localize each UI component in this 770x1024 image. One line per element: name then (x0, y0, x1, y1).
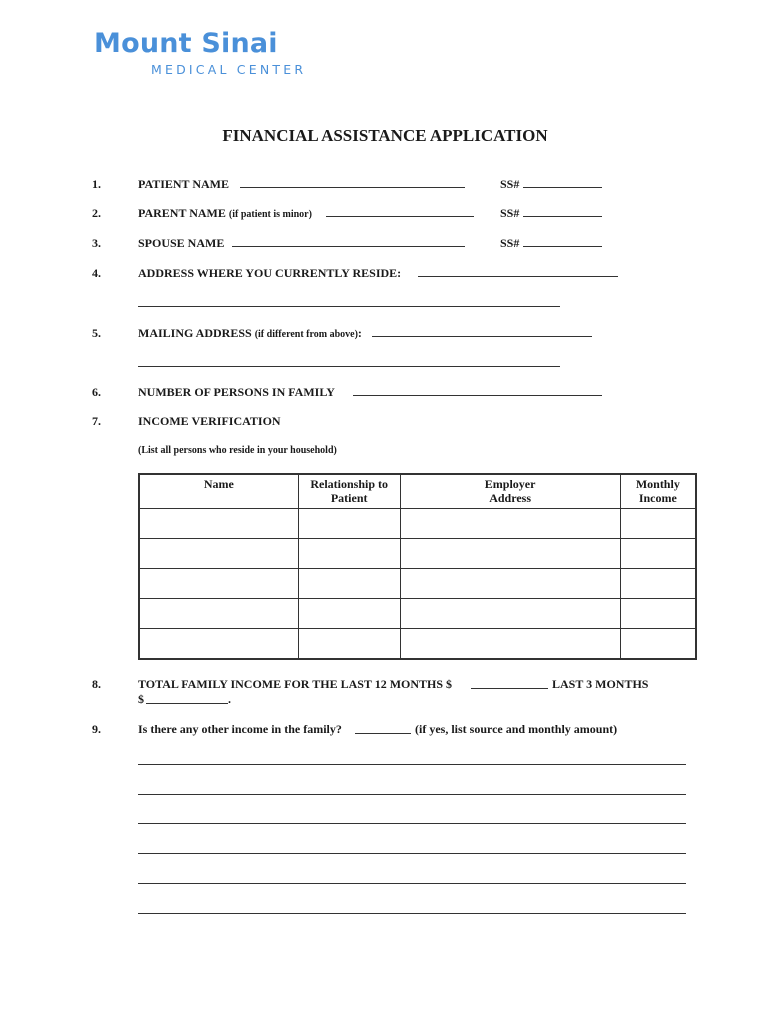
cell-relationship[interactable] (298, 629, 400, 660)
total-income-12-label: TOTAL FAMILY INCOME FOR THE LAST 12 MONTHS $ (138, 677, 453, 691)
income-verification-note: (List all persons who reside in your household) (138, 445, 337, 456)
income-3-months-field[interactable] (146, 703, 228, 704)
other-income-line-3[interactable] (138, 823, 686, 824)
cell-monthly-income[interactable] (620, 569, 696, 599)
cell-name[interactable] (139, 569, 298, 599)
cell-employer-address[interactable] (400, 509, 620, 539)
other-income-line-2[interactable] (138, 794, 686, 795)
other-income-note: (if yes, list source and monthly amount) (415, 722, 618, 736)
parent-name-field[interactable] (326, 216, 474, 217)
logo-subtitle: MEDICAL CENTER (151, 62, 307, 77)
table-row (139, 509, 696, 539)
item-number-2: 2. (92, 206, 101, 220)
residence-address-line2[interactable] (138, 306, 560, 307)
cell-employer-address[interactable] (400, 539, 620, 569)
mailing-address-note: (if different from above) (254, 329, 358, 340)
mailing-address-line2[interactable] (138, 366, 560, 367)
cell-relationship[interactable] (298, 539, 400, 569)
income-3-dollar-sign: $ (138, 692, 144, 706)
other-income-answer-field[interactable] (355, 733, 411, 734)
cell-name[interactable] (139, 539, 298, 569)
cell-monthly-income[interactable] (620, 629, 696, 660)
other-income-line-4[interactable] (138, 853, 686, 854)
table-row (139, 599, 696, 629)
spouse-ss-label: SS# (500, 236, 520, 250)
spouse-name-label: SPOUSE NAME (138, 236, 225, 250)
income-12-months-field[interactable] (471, 688, 548, 689)
income-verification-label: INCOME VERIFICATION (138, 414, 281, 428)
mailing-address-field[interactable] (372, 336, 592, 337)
header-monthly-income: Monthly Income (620, 474, 696, 509)
cell-employer-address[interactable] (400, 599, 620, 629)
parent-name-label: PARENT NAME (138, 206, 226, 220)
other-income-label: Is there any other income in the family? (138, 722, 342, 736)
income-table-header (139, 474, 696, 509)
cell-employer-address[interactable] (400, 569, 620, 599)
residence-address-field[interactable] (418, 276, 618, 277)
patient-ss-field[interactable] (523, 187, 602, 188)
other-income-line-6[interactable] (138, 913, 686, 914)
table-row (139, 539, 696, 569)
spouse-ss-field[interactable] (523, 246, 602, 247)
cell-name[interactable] (139, 599, 298, 629)
parent-ss-label: SS# (500, 206, 520, 220)
patient-name-label: PATIENT NAME (138, 177, 230, 191)
cell-name[interactable] (139, 509, 298, 539)
cell-relationship[interactable] (298, 569, 400, 599)
spouse-name-field[interactable] (232, 246, 465, 247)
persons-in-family-label: NUMBER OF PERSONS IN FAMILY (138, 385, 335, 399)
patient-ss-label: SS# (500, 177, 520, 191)
last-3-months-label: LAST 3 MONTHS (552, 677, 649, 691)
item-number-3: 3. (92, 236, 101, 250)
table-row (139, 569, 696, 599)
other-income-line-5[interactable] (138, 883, 686, 884)
income-3-period: . (228, 692, 231, 706)
item-number-9: 9. (92, 722, 101, 736)
persons-in-family-field[interactable] (353, 395, 602, 396)
cell-employer-address[interactable] (400, 629, 620, 660)
cell-name[interactable] (139, 629, 298, 660)
item-number-8: 8. (92, 677, 101, 691)
logo-name: Mount Sinai (94, 28, 278, 59)
cell-monthly-income[interactable] (620, 599, 696, 629)
page-title: FINANCIAL ASSISTANCE APPLICATION (222, 126, 548, 145)
mount-sinai-logo (94, 28, 306, 77)
income-table (138, 473, 697, 660)
patient-name-field[interactable] (240, 187, 465, 188)
header-employer-address: Employer Address (400, 474, 620, 509)
item-number-5: 5. (92, 326, 101, 340)
parent-name-note: (if patient is minor) (228, 209, 312, 220)
mailing-address-label: MAILING ADDRESS (138, 326, 252, 340)
item-number-4: 4. (92, 266, 101, 280)
cell-relationship[interactable] (298, 509, 400, 539)
parent-ss-field[interactable] (523, 216, 602, 217)
cell-relationship[interactable] (298, 599, 400, 629)
item-number-7: 7. (92, 414, 101, 428)
residence-address-label: ADDRESS WHERE YOU CURRENTLY RESIDE: (138, 266, 402, 280)
mailing-address-colon: : (357, 326, 362, 340)
parent-name-row (138, 206, 312, 221)
other-income-line-1[interactable] (138, 764, 686, 765)
table-row (139, 629, 696, 660)
header-relationship: Relationship to Patient (298, 474, 400, 509)
item-number-6: 6. (92, 385, 101, 399)
cell-monthly-income[interactable] (620, 539, 696, 569)
cell-monthly-income[interactable] (620, 509, 696, 539)
header-name: Name (139, 474, 298, 509)
mailing-address-row (138, 326, 362, 341)
item-number-1: 1. (92, 177, 101, 191)
